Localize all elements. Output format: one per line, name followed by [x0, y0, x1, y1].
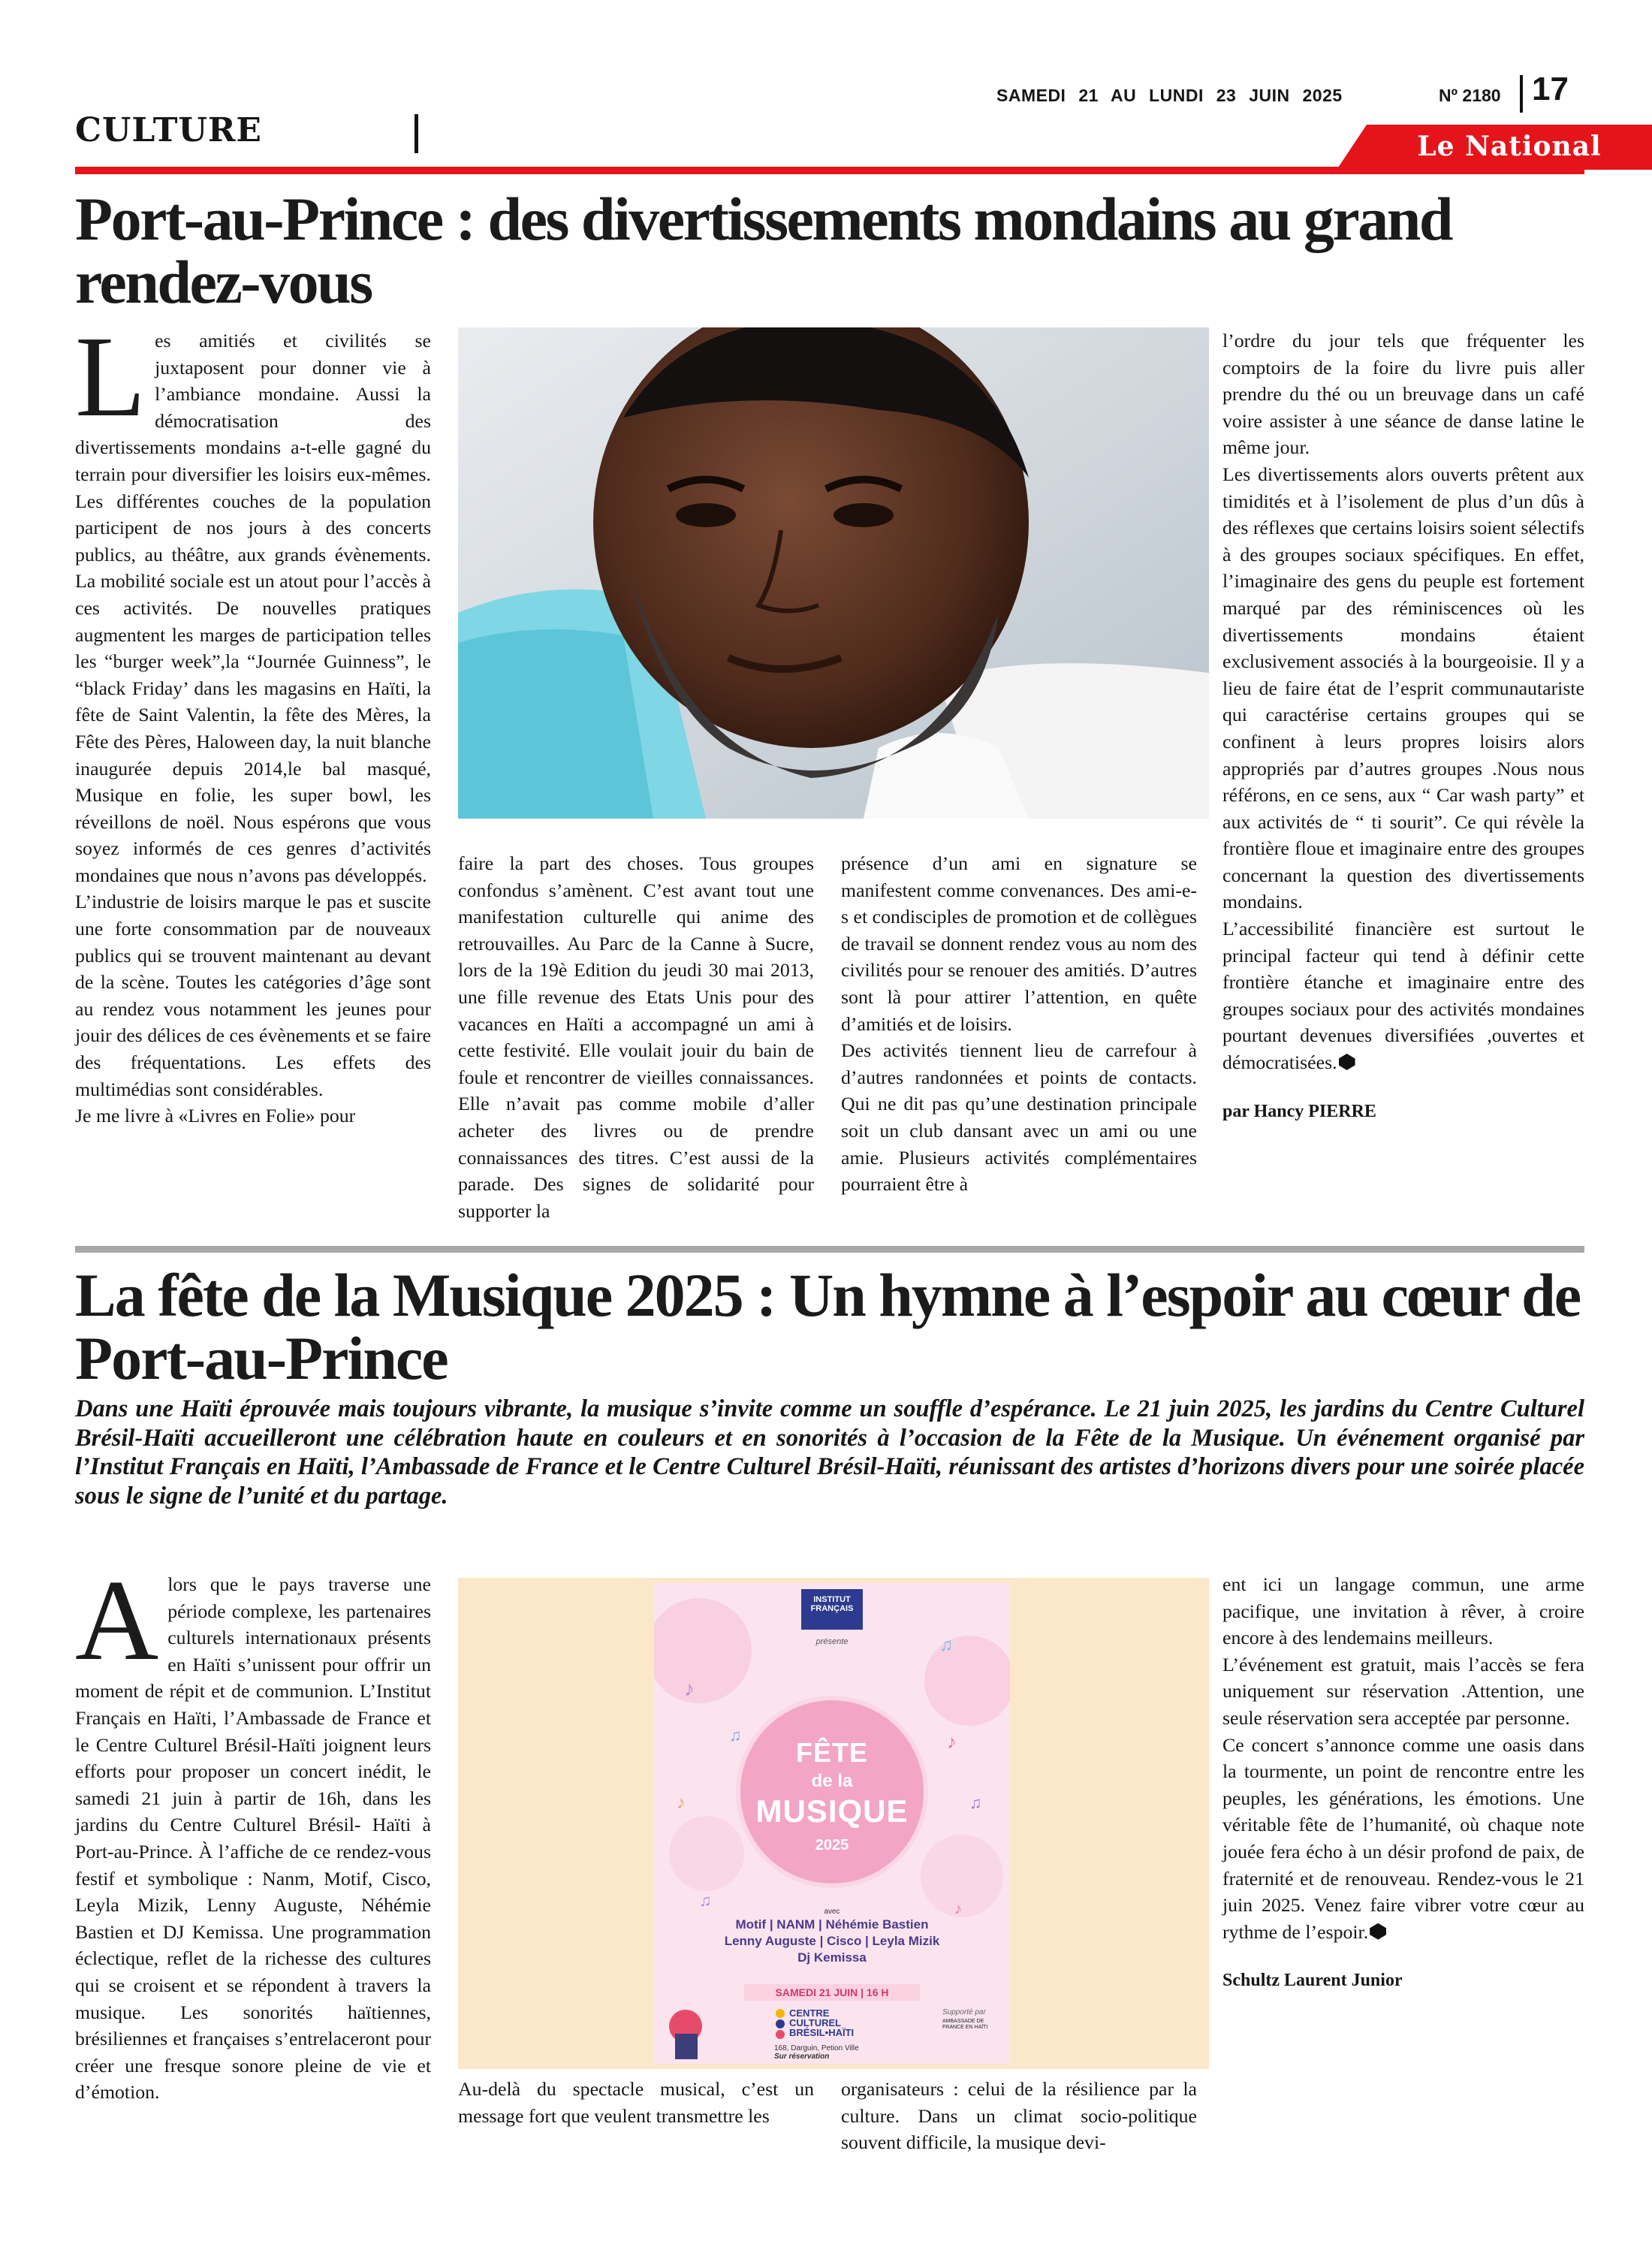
- svg-text:♫: ♫: [969, 1793, 982, 1812]
- article2-column-2: [458, 2076, 814, 2129]
- event-poster: [654, 1583, 1010, 2064]
- article1-column-1: [75, 313, 431, 1130]
- section-label: CULTURE: [75, 111, 262, 149]
- article1-column-3: [841, 850, 1197, 1198]
- article1-column-2: [458, 850, 814, 1224]
- article1-headline: Port-au-Prince : des divertissements mondains au grand rendez-vous: [75, 185, 1452, 316]
- svg-text:♪: ♪: [954, 1901, 962, 1917]
- section-divider: [415, 114, 418, 153]
- poster-supporte: Supporté par: [942, 2008, 986, 2016]
- poster-artists-line: Motif | NANM | Néhémie Bastien: [735, 1917, 929, 1932]
- paragraph: l’ordre du jour tels que fréquenter les comptoirs de la foire du livre puis aller prendre du thé ou un breuvage dans un café voire assister à une séance de danse latine le même jour.: [1222, 330, 1584, 459]
- poster-avec: avec: [824, 1908, 840, 1916]
- poster-circle: [736, 1696, 928, 1888]
- issue-number: Nº 2180: [1439, 86, 1501, 105]
- page-number: 17: [1532, 71, 1569, 107]
- paragraph: [1222, 1732, 1584, 1946]
- poster-artists-line: Lenny Auguste | Cisco | Leyla Mizik: [724, 1934, 940, 1948]
- poster-title-line1: FÊTE: [795, 1737, 868, 1768]
- article2-headline: La fête de la Musique 2025 : Un hymne à l’espoir au cœur de Port-au-Prince: [75, 1261, 1581, 1392]
- svg-text:♫: ♫: [939, 1636, 953, 1655]
- paragraph: [1222, 915, 1584, 1076]
- end-mark-icon: [1370, 1923, 1386, 1940]
- poster-artists: [669, 1917, 995, 1966]
- poster-venue: CENTRE CULTUREL BRÉSIL•HAÏTI: [789, 2007, 855, 2038]
- poster-title-line3: MUSIQUE: [755, 1793, 909, 1829]
- ambassade-logo: AMBASSADE DE FRANCE EN HAÏTI: [942, 2019, 988, 2030]
- ccbh-logo-icon: [774, 2008, 786, 2040]
- paragraph: Les divertissements alors ouverts prêtent aux timidités et à l’isolement de plus d’un dûs à des réflexes que certains loisirs soient sélectifs à des groupes sociaux spécifiques. En effet, l’imaginaire des gens du peuple est fortement marqué par des réminiscences où les divertissements mondains étaient exclusivement associés à la bourgeoisie. Il y a lieu de faire état de l’esprit communautariste qui caractérise certains groupes qui se confinent à leurs propres loisirs alors appropriés par d’autres groupes .Nous nous référons, en ce sens, aux “ Car wash party” et aux activités de “ ti sourit”. Ce qui révèle la frontière floue et imaginaire entre des groupes concernant la question des divertissements mondains.: [1222, 463, 1584, 913]
- end-mark-icon: [1339, 1054, 1355, 1070]
- article2-column-1: [75, 1557, 431, 2106]
- svg-text:♫: ♫: [729, 1726, 742, 1745]
- paragraph-text: Ce concert s’annonce comme une oasis dans la tourmente, un point de rencontre entre les peuples, les générations, les émotions. Une véritable fête de l’humanité, où chaque note jouée fera écho à un désir profond de paix, de fraternité et de renouveau. Rendez-vous le 21 juin 2025. Venez faire vibrer votre cœur au rythme de l’espoir.: [1222, 1733, 1584, 1943]
- issue-date: SAMEDI 21 AU LUNDI 23 JUIN 2025: [996, 86, 1343, 105]
- portrait-image: [458, 327, 1209, 819]
- poster-year: 2025: [815, 1837, 849, 1853]
- poster-address-block: [774, 2044, 924, 2061]
- paragraph: Des activités tiennent lieu de carrefour à d’autres randonnées et points de contacts. Qui ne dit pas qu’une destination principale soit un club dansant avec un ami ou une amie. Plusieurs activités complémentaires pourraient être à: [841, 1039, 1197, 1196]
- article1-dropcap: L: [75, 313, 146, 441]
- institut-francais-logo: INSTITUT FRANÇAIS: [801, 1589, 863, 1630]
- article2-column-4: [1222, 1571, 1584, 1995]
- svg-text:♪: ♪: [684, 1678, 695, 1701]
- poster-address: 168, Darguin, Petion Ville: [774, 2044, 859, 2052]
- paragraph: Au-delà du spectacle musical, c’est un message fort que veulent transmettre les: [458, 2078, 814, 2127]
- article1-photo: [458, 327, 1209, 819]
- article1-byline: par Hancy PIERRE: [1222, 1101, 1376, 1121]
- poster-title-line2: de la: [811, 1771, 853, 1791]
- paragraph: lors que le pays traverse une période complexe, les partenaires culturels internationaux présents en Haïti s’unissent pour offrir un moment de répit et de communion. L’Institut Français en Haïti, l’Ambassade de France et le Centre Culturel Brésil-Haïti joignent leurs efforts pour proposer un concert inédit, le samedi 21 juin à partir de 16h, dans les jardins du Centre Culturel Brésil- Haïti à Port-au-Prince. À l’affiche de ce rendez-vous festif et symbolique : Nanm, Motif, Cisco, Leyla Mizik, Lenny Auguste, Néhémie Bastien et DJ Kemissa. Une programmation éclectique, reflet de la richesse des cultures qui se croisent et se répondent à travers la musique. Les sonorités haïtiennes, brésiliennes et françaises s’entrelaceront pour créer une fresque sonore pleine de vie et d’émotion.: [75, 1573, 431, 2104]
- paragraph: Je me livre à «Livres en Folie» pour: [75, 1105, 356, 1127]
- article2-lead: Dans une Haïti éprouvée mais toujours vibrante, la musique s’invite comme un souffle d’espérance. Le 21 juin 2025, les jardins du Centre Culturel Brésil-Haïti accueilleront une célébration haute en couleurs et en sonorités à l’occasion de la Fête de la Musique. Un événement organisé par l’Institut Français en Haïti, l’Ambassade de France et le Centre Culturel Brésil-Haïti, réunissant des artistes d’horizons divers pour une soirée placée sous le signe de l’unité et du partage.: [75, 1395, 1584, 1510]
- paragraph: présence d’un ami en signature se manifestent comme convenances. Des ami-e-s et condisciples de promotion et de collègues de travail se donnent rendez vous au nom des civilités pour se renouer des amitiés. D’autres sont là pour attirer l’attention, en quête d’amitiés et de loisirs.: [841, 852, 1197, 1035]
- article1-column-4: [1222, 327, 1584, 1125]
- paragraph: faire la part des choses. Tous groupes confondus s’amènent. C’est avant tout une manifestation culturelle qui anime des retrouvailles. Au Parc de la Canne à Sucre, lors de la 19è Edition du jeudi 30 mai 2013, une fille revenue des Etats Unis pour des vacances en Haïti a accompagné un ami à cette festivité. Elle voulait jouir du bain de foule et rencontrer de vieilles connaissances. Elle n’avait pas comme mobile d’aller acheter des livres ou de prendre connaissances des titres. C’est aussi de la parade. Des signes de solidarité pour supporter la: [458, 852, 814, 1222]
- paragraph: L’événement est gratuit, mais l’accès se fera uniquement sur réservation .Attention, une seule réservation sera acceptée par personne.: [1222, 1653, 1584, 1729]
- masthead-title: Le National: [1417, 131, 1602, 162]
- article2-column-3: [841, 2076, 1197, 2156]
- svg-text:♪: ♪: [947, 1731, 957, 1753]
- paragraph: organisateurs : celui de la résilience par la culture. Dans un climat socio-politique souvent difficile, la musique devi-: [841, 2078, 1197, 2154]
- poster-reservation: Sur réservation: [774, 2052, 830, 2061]
- svg-text:♫: ♫: [699, 1891, 712, 1910]
- paragraph: L’industrie de loisirs marque le pas et suscite une forte consommation par de nouveaux publics qui se trouvent maintenant au devant de la scène. Toutes les catégories d’âge sont au rendez vous notamment les jeunes pour jouir des délices de ces évènements et se faire des fréquentations. Les effets des multimédias sont considérables.: [75, 891, 431, 1100]
- paragraph: es amitiés et civilités se juxtaposent pour donner vie à l’ambiance mondaine. Aussi la démocratisation des divertissements mondains a-t-elle gagné du terrain pour diversifier les loisirs eux-mêmes. Les différentes couches de la population participent de nos jours à des concerts publics, au théâtre, aux grands évènements. La mobilité sociale est un atout pour l’accès à ces activités. De nouvelles pratiques augmentent les marges de participation telles les “burger week”,la “Journée Guinness”, le “black Friday’ dans les magasins en Haïti, la fête de Saint Valentin, la fête des Mères, la Fête des Pères, Haloween day, la nuit blanche inaugurée depuis 2014,le bal masqué, Musique en folie, les super bowl, les réveillons de noël. Nous espérons que vous soyez informés de ces genres d’activités mondaines que nous n’avons pas développés.: [75, 330, 431, 886]
- header-rule: [75, 167, 1584, 174]
- poster-date: SAMEDI 21 JUIN | 16 H: [744, 1984, 920, 2001]
- article2-dropcap: A: [75, 1557, 159, 1684]
- poster-presente: présente: [815, 1637, 849, 1646]
- poster-artists-line: Dj Kemissa: [797, 1950, 867, 1965]
- page-number-divider: [1520, 75, 1523, 113]
- article2-byline: Schultz Laurent Junior: [1222, 1971, 1403, 1991]
- svg-text:♪: ♪: [677, 1793, 686, 1813]
- paragraph: ent ici un langage commun, une arme pacifique, une invitation à rêver, à croire encore à des lendemains meilleurs.: [1222, 1573, 1584, 1649]
- article-separator: [75, 1246, 1584, 1253]
- paragraph-text: L’accessibilité financière est surtout le principal facteur qui tend à définir cette frontière étanche et imaginaire entre des groupes sociaux pour des activités mondaines pourtant devenues diversifiées ,ouvertes et démocratisées.: [1222, 918, 1584, 1074]
